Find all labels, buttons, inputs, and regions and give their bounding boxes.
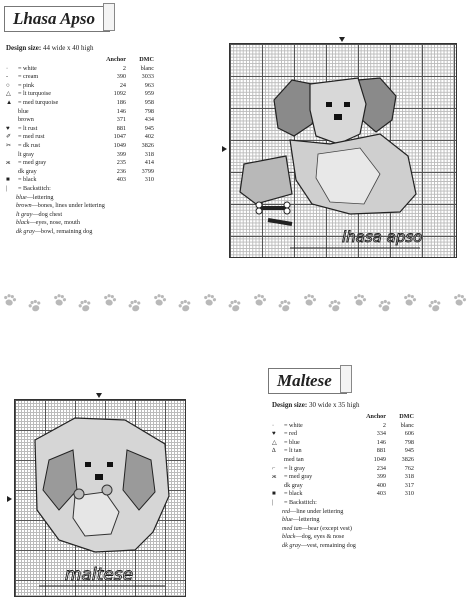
- maltese-backstitch-item: [272, 542, 414, 551]
- maltese-center-arrow-left-icon: [7, 496, 12, 502]
- stitch-symbol-icon: [272, 456, 284, 465]
- paw-print-icon: [126, 297, 144, 315]
- anchor-number: 390: [116, 73, 126, 81]
- backstitch-desc: —bowl, remaining dog: [34, 227, 93, 235]
- stitch-symbol-icon: ⌐: [272, 464, 276, 472]
- stitch-symbol-icon: ∆: [272, 447, 276, 455]
- stitch-symbol-icon: ·: [272, 421, 275, 429]
- stitch-symbol-icon: △: [272, 438, 277, 446]
- stitch-symbol-icon: -: [6, 73, 9, 81]
- stitch-symbol-icon: ·: [6, 64, 9, 72]
- anchor-number: 403: [376, 490, 386, 498]
- anchor-number: 1049: [373, 455, 386, 463]
- anchor-number: 399: [376, 473, 386, 481]
- bookmark-tag-icon: [103, 3, 115, 31]
- thread-name: = white: [284, 421, 303, 429]
- lhasa-dmc-header: DMC: [139, 56, 154, 63]
- dmc-number: 434: [144, 116, 154, 124]
- stitch-symbol-icon: ♥: [272, 430, 276, 438]
- thread-name: = med rust: [18, 133, 45, 141]
- maltese-thread-row: [272, 456, 414, 465]
- lhasa-thread-row: [6, 116, 154, 125]
- maltese-thread-row: [272, 490, 414, 499]
- maltese-title: Maltese: [277, 371, 332, 390]
- dmc-number: 798: [404, 438, 414, 446]
- lhasa-anchor-header: Anchor: [106, 56, 126, 63]
- dmc-number: 310: [404, 490, 414, 498]
- maltese-thread-key: [272, 413, 414, 551]
- backstitch-desc: —bones, lines under lettering: [31, 202, 105, 210]
- anchor-number: 236: [116, 167, 126, 175]
- thread-name: = med gray: [284, 473, 313, 481]
- lhasa-thread-row: [6, 133, 154, 142]
- backstitch-desc: —dog chest: [32, 210, 63, 218]
- lhasa-thread-row: [6, 151, 154, 160]
- maltese-thread-row: [272, 482, 414, 491]
- anchor-number: 2: [122, 64, 126, 72]
- dmc-number: 3033: [141, 73, 154, 81]
- stitch-symbol-icon: ж: [272, 473, 277, 481]
- thread-name: dk gray: [284, 481, 303, 489]
- backstitch-desc: —lettering: [292, 516, 320, 524]
- stitch-symbol-icon: [272, 482, 284, 491]
- lhasa-backstitch-heading: | = Backstitch:: [6, 184, 51, 192]
- anchor-number: 146: [376, 438, 386, 446]
- dmc-number: 318: [144, 150, 154, 158]
- maltese-thread-row: [272, 447, 414, 456]
- anchor-number: 403: [116, 176, 126, 184]
- anchor-number: 234: [376, 464, 386, 472]
- dmc-number: 318: [404, 473, 414, 481]
- paw-print-icon: [376, 297, 394, 315]
- backstitch-color: brown: [16, 202, 32, 210]
- backstitch-color: blue: [282, 516, 293, 524]
- thread-name: = med gray: [18, 159, 47, 167]
- dmc-number: 958: [144, 98, 154, 106]
- lhasa-backstitch-item: [6, 211, 154, 220]
- dmc-number: blanc: [400, 421, 414, 429]
- maltese-key-header: [272, 413, 414, 422]
- lhasa-center-arrow-left-icon: [222, 146, 227, 152]
- backstitch-desc: —line under lettering: [290, 507, 344, 515]
- stitch-symbol-icon: ♥: [6, 124, 10, 132]
- paw-print-divider: [2, 296, 466, 310]
- stitch-symbol-icon: △: [6, 90, 11, 98]
- backstitch-color: med tan: [282, 524, 302, 532]
- thread-name: = lt turquoise: [18, 90, 52, 98]
- thread-name: = lt tan: [284, 447, 302, 455]
- lhasa-title-box: [4, 6, 110, 32]
- paw-print-icon: [201, 292, 218, 309]
- maltese-size-value: 30 wide x 35 high: [308, 401, 360, 409]
- maltese-chart-grid: [14, 399, 186, 597]
- dmc-number: 606: [404, 430, 414, 438]
- paw-print-icon: [351, 292, 368, 309]
- lhasa-backstitch-item: [6, 194, 154, 203]
- maltese-thread-row: [272, 465, 414, 474]
- dmc-number: 959: [144, 90, 154, 98]
- paw-print-icon: [76, 297, 94, 315]
- dmc-number: blanc: [140, 64, 154, 72]
- backstitch-desc: —bear (except vest): [301, 524, 352, 532]
- maltese-size-label: Design size:: [272, 401, 308, 409]
- lhasa-size-label: Design size:: [6, 44, 42, 52]
- backstitch-color: lt gray: [16, 210, 33, 218]
- stitch-symbol-icon: ж: [6, 159, 11, 167]
- anchor-number: 24: [119, 81, 126, 89]
- backstitch-desc: —eyes, nose, mouth: [29, 219, 80, 227]
- lhasa-backstitch-item: [6, 202, 154, 211]
- dmc-number: 963: [144, 81, 154, 89]
- anchor-number: 1047: [113, 133, 126, 141]
- thread-name: med tan: [284, 455, 304, 463]
- maltese-anchor-header: Anchor: [366, 413, 386, 420]
- maltese-thread-row: [272, 439, 414, 448]
- lhasa-size-value: 44 wide x 40 high: [42, 44, 94, 52]
- backstitch-desc: —vest, remaining dog: [300, 541, 356, 549]
- lhasa-thread-row: [6, 82, 154, 91]
- paw-print-icon: [251, 292, 268, 309]
- lhasa-chart-lettering: lhasa apso: [342, 228, 423, 246]
- anchor-number: 399: [116, 150, 126, 158]
- lhasa-thread-row: [6, 176, 154, 185]
- paw-print-icon: [226, 297, 244, 315]
- dmc-number: 3826: [141, 141, 154, 149]
- dmc-number: 945: [404, 447, 414, 455]
- thread-name: = cream: [18, 73, 39, 81]
- maltese-chart-lettering: maltese: [64, 565, 134, 585]
- dmc-number: 414: [144, 159, 154, 167]
- lhasa-thread-row: [6, 65, 154, 74]
- anchor-number: 334: [376, 430, 386, 438]
- backstitch-desc: —lettering: [26, 193, 54, 201]
- maltese-design-size: [272, 401, 360, 409]
- anchor-number: 146: [116, 107, 126, 115]
- stitch-symbol-icon: ■: [272, 490, 276, 498]
- stitch-symbol-icon: ▲: [6, 98, 13, 106]
- paw-print-icon: [426, 297, 444, 315]
- maltese-backstitch-item: [272, 516, 414, 525]
- dmc-number: 402: [144, 133, 154, 141]
- thread-name: = white: [18, 64, 37, 72]
- stitch-symbol-icon: ✐: [6, 133, 12, 141]
- backstitch-color: dk gray: [16, 227, 35, 235]
- thread-name: = pink: [18, 81, 35, 89]
- dmc-number: 3799: [141, 167, 154, 175]
- lhasa-thread-row: [6, 90, 154, 99]
- paw-print-icon: [276, 297, 294, 315]
- lhasa-dog-pattern: [230, 44, 456, 257]
- thread-name: = red: [284, 430, 297, 438]
- dmc-number: 798: [144, 107, 154, 115]
- lhasa-thread-row: [6, 125, 154, 134]
- anchor-number: 400: [376, 481, 386, 489]
- lhasa-thread-row: [6, 159, 154, 168]
- lhasa-design-size: [6, 44, 94, 52]
- backstitch-color: dk gray: [282, 541, 301, 549]
- anchor-number: 186: [116, 98, 126, 106]
- dmc-number: 3826: [401, 455, 414, 463]
- maltese-backstitch-item: [272, 525, 414, 534]
- backstitch-desc: —dog, eyes & nose: [295, 533, 345, 541]
- anchor-number: 1092: [113, 90, 126, 98]
- thread-name: = lt rust: [18, 124, 38, 132]
- lhasa-backstitch-item: [6, 228, 154, 237]
- dmc-number: 762: [404, 464, 414, 472]
- stitch-symbol-icon: ✂: [6, 141, 12, 149]
- anchor-number: 881: [116, 124, 126, 132]
- thread-name: = blue: [284, 438, 300, 446]
- maltese-thread-row: [272, 473, 414, 482]
- bookmark-tag-icon: [340, 365, 352, 393]
- paw-print-icon: [101, 292, 118, 309]
- thread-name: lt gray: [18, 150, 34, 158]
- maltese-dmc-header: DMC: [399, 413, 414, 420]
- backstitch-color: red: [282, 507, 291, 515]
- maltese-title-box: [268, 368, 347, 394]
- maltese-thread-row: [272, 422, 414, 431]
- anchor-number: 881: [376, 447, 386, 455]
- anchor-number: 235: [116, 159, 126, 167]
- lhasa-thread-row: [6, 142, 154, 151]
- lhasa-thread-row: [6, 108, 154, 117]
- paw-print-icon: [176, 297, 194, 315]
- lhasa-chart-grid: [229, 43, 457, 258]
- thread-name: blue: [18, 107, 29, 115]
- thread-name: = med turquoise: [18, 98, 59, 106]
- thread-name: dk gray: [18, 167, 37, 175]
- stitch-symbol-icon: ■: [6, 176, 10, 184]
- paw-print-icon: [301, 292, 318, 309]
- lhasa-backstitch-item: [6, 219, 154, 228]
- lhasa-title: Lhasa Apso: [13, 9, 96, 28]
- dmc-number: 310: [144, 176, 154, 184]
- thread-name: = dk rust: [18, 141, 41, 149]
- maltese-center-arrow-top-icon: [96, 393, 102, 398]
- paw-print-icon: [401, 292, 418, 309]
- anchor-number: 1049: [113, 141, 126, 149]
- dmc-number: 317: [404, 481, 414, 489]
- lhasa-center-arrow-top-icon: [339, 37, 345, 42]
- anchor-number: 2: [382, 421, 386, 429]
- maltese-backstitch-item: [272, 508, 414, 517]
- paw-print-icon: [451, 292, 468, 309]
- maltese-dog-pattern: [15, 400, 185, 596]
- stitch-symbol-icon: ○: [6, 81, 10, 89]
- stitch-symbol-icon: [6, 108, 18, 117]
- thread-name: = black: [284, 490, 303, 498]
- paw-print-icon: [1, 292, 18, 309]
- stitch-symbol-icon: [6, 151, 18, 160]
- dmc-number: 945: [144, 124, 154, 132]
- paw-print-icon: [26, 297, 44, 315]
- lhasa-thread-row: [6, 168, 154, 177]
- backstitch-color: black: [282, 533, 296, 541]
- maltese-backstitch-heading: | = Backstitch:: [272, 498, 317, 506]
- stitch-symbol-icon: [6, 116, 18, 125]
- paw-print-icon: [151, 292, 168, 309]
- lhasa-key-header: [6, 56, 154, 65]
- thread-name: = black: [18, 176, 37, 184]
- stitch-symbol-icon: [6, 168, 18, 177]
- thread-name: brown: [18, 116, 34, 124]
- thread-name: = lt gray: [284, 464, 306, 472]
- anchor-number: 371: [116, 116, 126, 124]
- paw-print-icon: [326, 297, 344, 315]
- paw-print-icon: [51, 292, 68, 309]
- lhasa-thread-row: [6, 73, 154, 82]
- backstitch-color: blue: [16, 193, 27, 201]
- lhasa-thread-row: [6, 99, 154, 108]
- ghost-bleed-text: [255, 10, 257, 20]
- lhasa-thread-key: [6, 56, 154, 236]
- maltese-thread-row: [272, 430, 414, 439]
- maltese-backstitch-item: [272, 533, 414, 542]
- backstitch-color: black: [16, 219, 30, 227]
